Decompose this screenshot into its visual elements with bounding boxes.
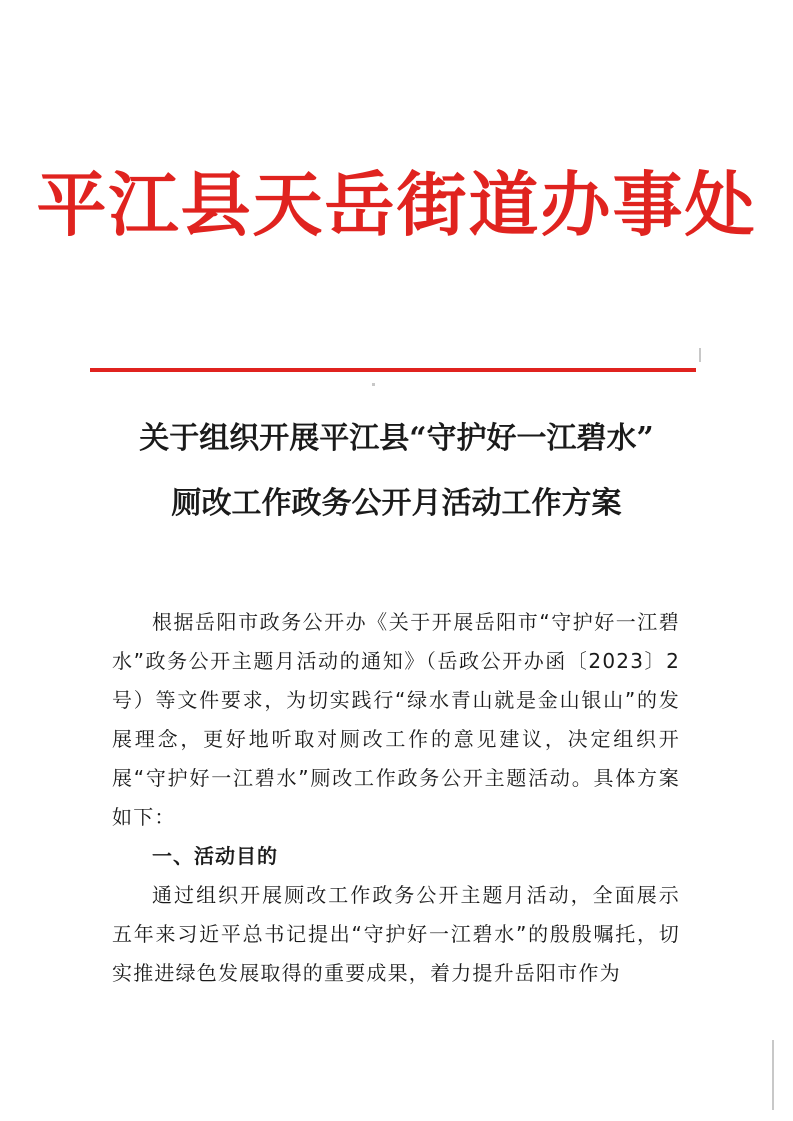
- intro-paragraph: 根据岳阳市政务公开办《关于开展岳阳市“守护好一江碧水”政务公开主题月活动的通知》（岳政公开办函〔2023〕2号）等文件要求，为切实践行“绿水青山就是金山银山”的发展理念，更好地听取对厕改工作的意见建议，决定组织开展“守护好一江碧水”厕改工作政务公开主题活动。具体方案如下：: [112, 610, 680, 829]
- document-title-line-2: 厕改工作政务公开月活动工作方案: [171, 486, 622, 521]
- issuer-header: 平江县天岳街道办事处: [36, 163, 757, 246]
- section-heading-purpose: 一、活动目的: [152, 844, 278, 868]
- section-paragraph-purpose: 通过组织开展厕改工作政务公开主题月活动，全面展示五年来习近平总书记提出“守护好一江碧水”的殷殷嘱托，切实推进绿色发展取得的重要成果，着力提升岳阳市作为: [112, 883, 680, 985]
- document-title-line-1: 关于组织开展平江县“守护好一江碧水”: [139, 421, 654, 456]
- document-body: [112, 603, 680, 993]
- scan-artifact: [372, 383, 375, 386]
- red-divider-line: [90, 368, 696, 372]
- scan-artifact: [699, 348, 701, 362]
- scan-artifact: [772, 1040, 774, 1110]
